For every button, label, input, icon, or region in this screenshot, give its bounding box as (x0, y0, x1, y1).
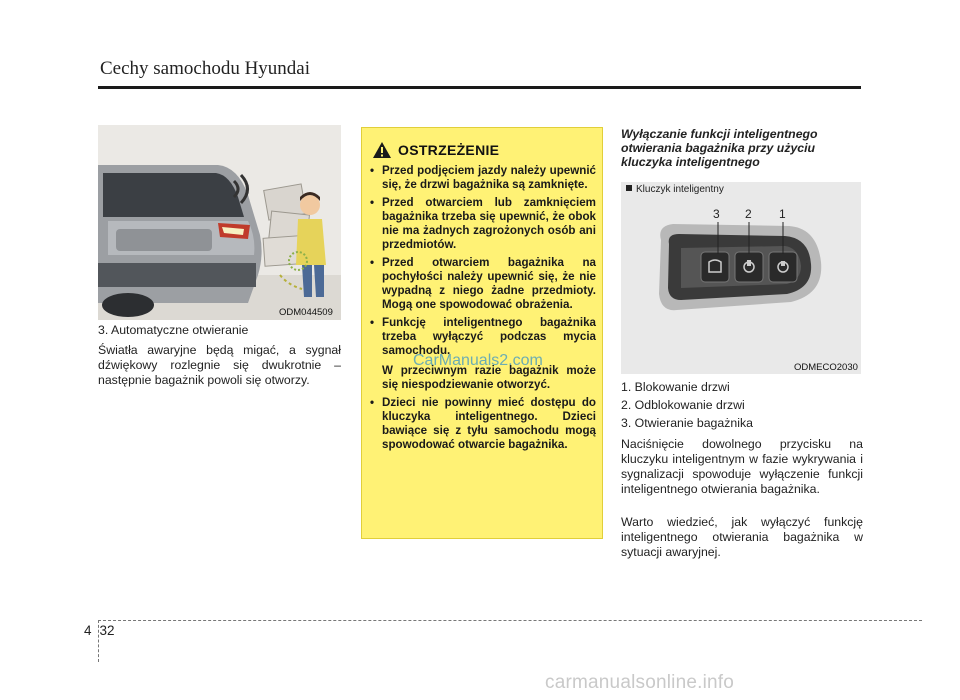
warning-triangle-icon (372, 141, 392, 159)
warning-item-text: Funkcję inteligentnego bagażnika trzeba wyłączyć podczas mycia samochodu. (382, 316, 596, 357)
button-list (621, 380, 863, 434)
bullet: • (370, 396, 375, 409)
automatic-open-subheading: 3. Automatyczne otwieranie (98, 323, 249, 337)
watermark-text: CarManuals2.com (413, 352, 543, 369)
warning-item (370, 196, 596, 252)
figure-caption-text: Kluczyk inteligentny (636, 184, 724, 195)
list-item: 2. Odblokowanie drzwi (621, 398, 745, 412)
callout-2: 2 (745, 207, 752, 221)
figure-caption (626, 184, 724, 195)
page-header-title: Cechy samochodu Hyundai (100, 58, 311, 79)
warning-item-extra: W przeciwnym razie bagażnik może się niespodziewanie otworzyć. (382, 364, 596, 391)
warning-item (370, 256, 596, 312)
callout-3: 3 (713, 207, 720, 221)
square-bullet-icon (626, 185, 632, 191)
footer-site-watermark: carmanualsonline.info (545, 672, 735, 693)
warning-item (370, 396, 596, 452)
warning-item-text: Przed podjęciem jazdy należy upewnić się, że drzwi bagażnika są zamknięte. (382, 164, 596, 191)
warning-item (370, 164, 596, 192)
car-person-image (98, 125, 341, 320)
smart-key-illustration (621, 182, 861, 374)
page-number (84, 623, 115, 638)
trunk-illustration (98, 125, 341, 320)
footer-divider (98, 620, 922, 621)
section-heading: Wyłączanie funkcji inteligentnego otwierania bagażnika przy użyciu kluczyka inteligentnego (621, 127, 818, 169)
list-item: 1. Blokowanie drzwi (621, 380, 730, 394)
page-number-value: 32 (99, 623, 115, 638)
header-rule (98, 86, 861, 89)
figure-code-left: ODM044509 (279, 307, 333, 318)
emergency-paragraph: Warto wiedzieć, jak wyłączyć funkcję inteligentnego otwierania bagażnika w sytuacji awaryjnej. (621, 515, 863, 559)
disable-paragraph: Naciśnięcie dowolnego przycisku na kluczyku inteligentnym w fazie wykrywania i sygnalizacji spowoduje wyłączenie funkcji inteligentnego otwierania bagażnika. (621, 437, 863, 496)
bullet: • (370, 316, 375, 329)
automatic-open-paragraph: Światła awaryjne będą migać, a sygnał dźwiękowy rozlegnie się dwukrotnie – następnie bagażnik powoli się otworzy. (98, 343, 341, 387)
warning-item-text: Dzieci nie powinny mieć dostępu do kluczyka inteligentnego. Dzieci bawiące się z tyłu samochodu mogą spowodować otwarcie bagażnika. (382, 396, 596, 451)
section-number: 4 (84, 623, 92, 638)
warning-item-text: Przed otwarciem bagażnika na pochyłości należy upewnić się, że nie wypadną z niego żadne przedmioty. Mogą one spowodować obrażenia. (382, 256, 596, 311)
bullet: • (370, 196, 375, 209)
smart-key-image (621, 182, 861, 374)
list-item: 3. Otwieranie bagażnika (621, 416, 753, 430)
warning-box (361, 127, 603, 539)
bullet: • (370, 256, 375, 269)
warning-item-text: Przed otwarciem lub zamknięciem bagażnika trzeba się upewnić, że obok nie ma żadnych zagrożonych osób ani przedmiotów. (382, 196, 596, 251)
warning-header (372, 140, 499, 160)
figure-code-right: ODMECO2030 (794, 362, 858, 373)
callout-1: 1 (779, 207, 786, 221)
bullet: • (370, 164, 375, 177)
warning-title: OSTRZEŻENIE (398, 142, 500, 158)
warning-list (370, 164, 596, 456)
